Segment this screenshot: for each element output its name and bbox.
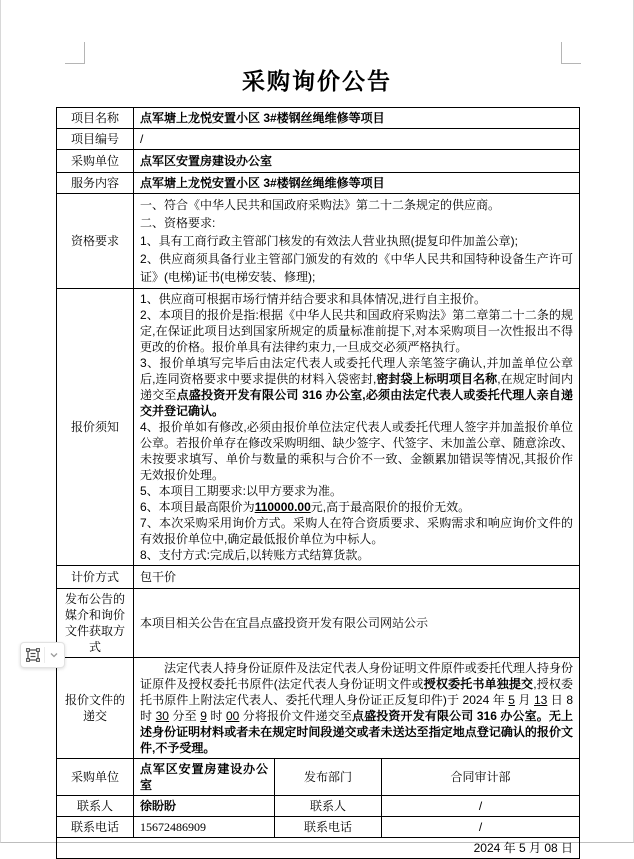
row-project-number	[57, 129, 580, 150]
value-pricing-method: 包干价	[134, 566, 580, 589]
contact-row-phone	[57, 817, 580, 838]
row-qualification-requirements	[57, 194, 580, 289]
label-purchasing-unit: 采购单位	[57, 150, 134, 173]
label-qualification-requirements: 资格要求	[57, 194, 134, 289]
label-publishing-dept: 发布部门	[275, 759, 382, 796]
value-contact-person: 徐盼盼	[134, 796, 275, 817]
row-quotation-notice	[57, 289, 580, 566]
row-pricing-method	[57, 566, 580, 589]
menu-divider	[44, 647, 45, 663]
label-project-name: 项目名称	[57, 108, 134, 129]
margin-mark-top-left	[65, 42, 85, 64]
value-qualification-requirements: 一、符合《中华人民共和国政府采购法》第二十二条规定的供应商。 二、资格要求: 1、具有工商行政主管部门核发的有效法人营业执照(提复印件加盖公章); 2、供应商须具备行业主管部门颁发的有效的《中华人民共和国特种设备生产许可证》(电梯)证书(电梯安装、修理);	[134, 194, 580, 289]
label-contact-person-2: 联系人	[275, 796, 382, 817]
value-announcement-media: 本项目相关公告在宜昌点盛投资开发有限公司网站公示	[134, 589, 580, 658]
table-handle-menu[interactable]	[20, 642, 65, 668]
announcement-date: 2024 年 5 月 08 日	[57, 838, 580, 859]
announcement-table	[56, 107, 580, 859]
row-purchasing-unit	[57, 150, 580, 173]
label-contact-phone: 联系电话	[57, 817, 134, 838]
row-announcement-media	[57, 589, 580, 658]
label-contact-phone-2: 联系电话	[275, 817, 382, 838]
margin-mark-top-right	[561, 42, 581, 64]
value-service-content: 点军塘上龙悦安置小区 3#楼钢丝绳维修等项目	[134, 173, 580, 194]
value-contact-phone: 15672486909	[134, 817, 275, 838]
row-service-content	[57, 173, 580, 194]
label-contact-person: 联系人	[57, 796, 134, 817]
value-quotation-submission: 法定代表人持身份证原件及法定代表人身份证明文件原件或委托代理人持身份证原件及授权委托书原件(法定代表人身份证明文件或授权委托书单独提交,授权委托书原件上附法定代表人、委托代理人身份证正反复印件)于 2024 年 5 月 13 日 8 时 30 分至 9 时 00 分将报价文件递交至点盛投资开发有限公司 316 办公室。无上述身份证明材料或者未在规定时间段递交或者未送达至指定地点登记确认的报价文件,不予受理。	[134, 658, 580, 759]
chevron-down-icon[interactable]	[47, 650, 61, 660]
label-quotation-submission: 报价文件的递交	[57, 658, 134, 759]
value-publishing-dept: 合同审计部	[382, 759, 580, 796]
label-pricing-method: 计价方式	[57, 566, 134, 589]
label-announcement-media: 发布公告的媒介和询价文件获取方式	[57, 589, 134, 658]
value-contact-person-2: /	[382, 796, 580, 817]
label-contact-unit: 采购单位	[57, 759, 134, 796]
contact-row-unit	[57, 759, 580, 796]
value-project-name: 点军塘上龙悦安置小区 3#楼钢丝绳维修等项目	[134, 108, 580, 129]
label-project-number: 项目编号	[57, 129, 134, 150]
value-project-number: /	[134, 129, 580, 150]
page-title: 采购询价公告	[242, 68, 392, 94]
date-row	[57, 838, 580, 859]
value-contact-phone-2: /	[382, 817, 580, 838]
document-page	[1, 0, 633, 855]
row-quotation-submission	[57, 658, 580, 759]
contact-row-person	[57, 796, 580, 817]
table-select-icon[interactable]	[24, 646, 42, 664]
label-service-content: 服务内容	[57, 173, 134, 194]
label-quotation-notice: 报价须知	[57, 289, 134, 566]
value-purchasing-unit: 点军区安置房建设办公室	[134, 150, 580, 173]
value-quotation-notice: 1、供应商可根据市场行情并结合要求和具体情况,进行自主报价。 2、本项目的报价是指:根据《中华人民共和国政府采购法》第二章第二十二条的规定,在保证此项目达到国家所规定的质量标准前提下,对本采购项目一次性报出不得更改的价格。报价单具有法律约束力,一旦成交必须严格执行。 3、报价单填写完毕后由法定代表人或委托代理人亲笔签字确认,并加盖单位公章后,连同资格要求中要求提供的材料入袋密封,密封袋上标明项目名称,在规定时间内递交至点盛投资开发有限公司 316 办公室,必须由法定代表人或委托代理人亲自递交并登记确认。 4、报价单如有修改,必须由报价单位法定代表人或委托代理人签字并加盖报价单位公章。若报价单存在修改采购明细、缺少签字、代签字、未加盖公章、随意涂改、未按要求填写、单价与数量的乘积与合价不一致、金额累加错误等情况,其报价作无效报价处理。 5、本项目工期要求:以甲方要求为准。 6、本项目最高限价为110000.00元,高于最高限价的报价无效。 7、本次采购采用询价方式。采购人在符合资质要求、采购需求和响应询价文件的有效报价单位中,确定最低报价单位为中标人。 8、支付方式:完成后,以转账方式结算货款。	[134, 289, 580, 566]
row-project-name	[57, 108, 580, 129]
value-contact-unit: 点军区安置房建设办公室	[134, 759, 275, 796]
